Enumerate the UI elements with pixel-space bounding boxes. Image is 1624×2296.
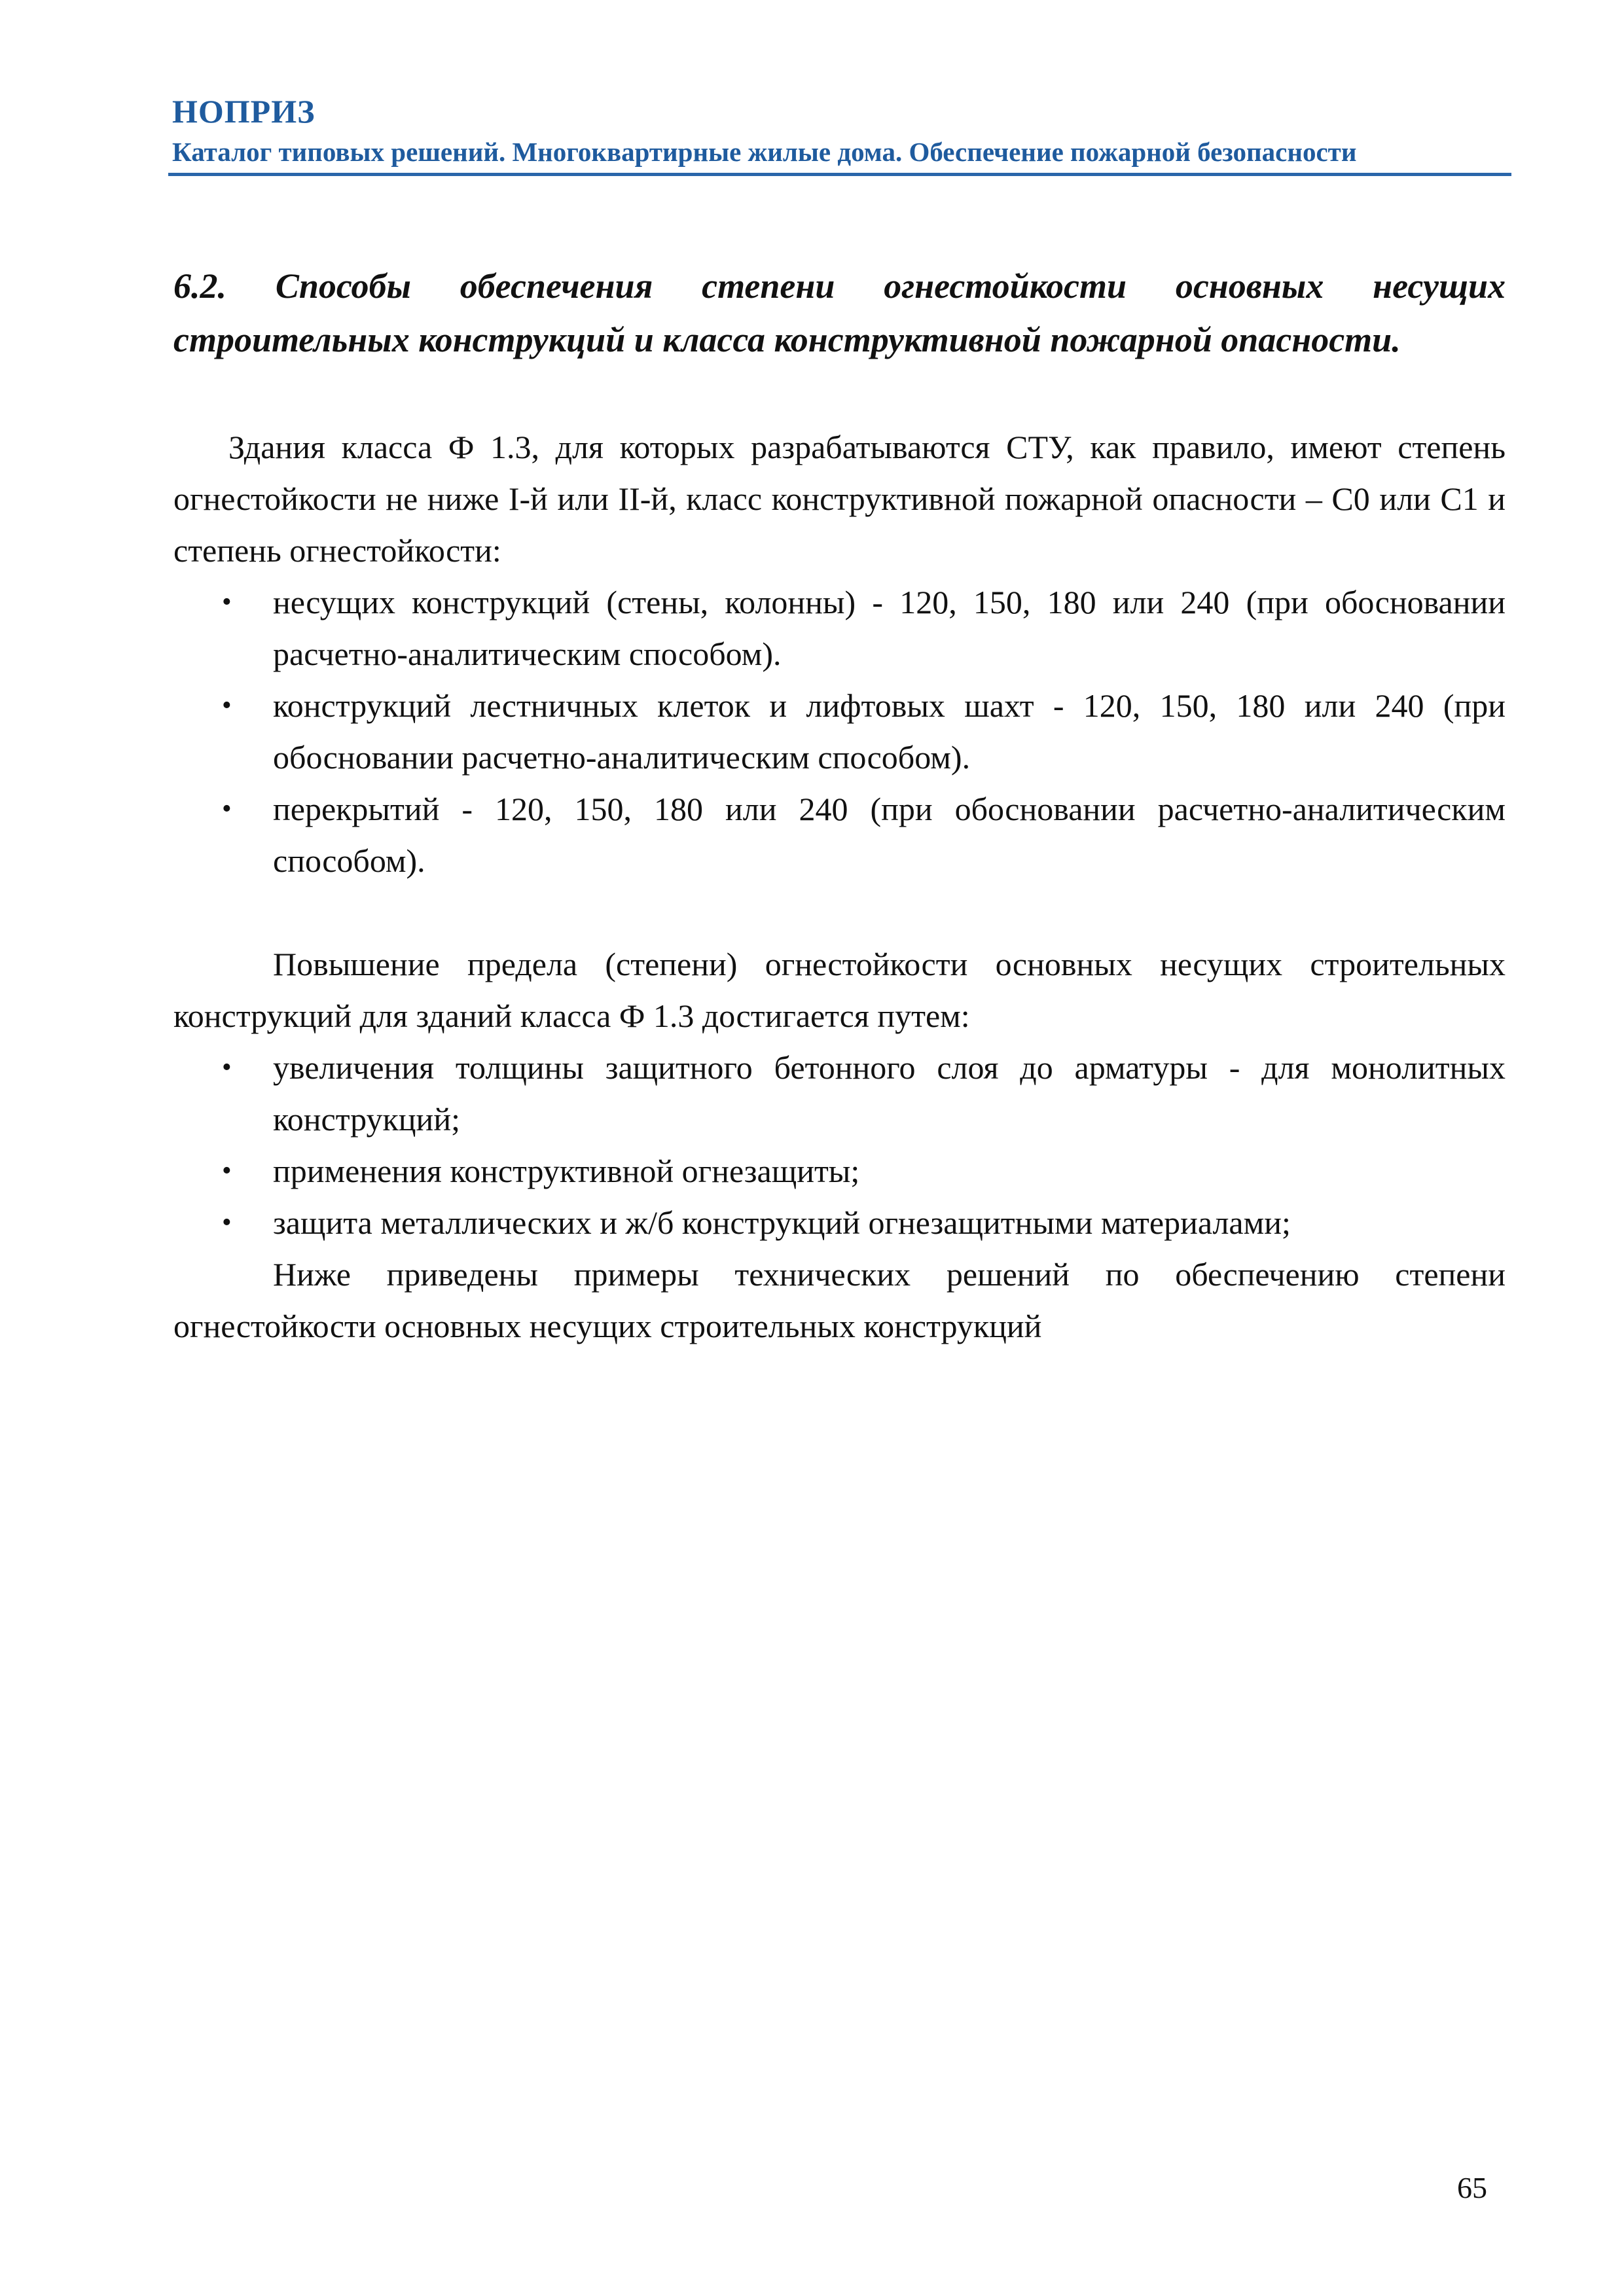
list-item — [173, 1042, 1506, 1145]
list-item-text: применения конструктивной огнезащиты; — [273, 1153, 860, 1189]
paragraph-gap — [173, 887, 1506, 939]
list-item — [173, 680, 1506, 783]
list-item-text: конструкций лестничных клеток и лифтовых шахт - 120, 150, 180 или 240 (при обосновании расчетно-аналитическим способом). — [273, 687, 1506, 776]
bullet-icon: • — [222, 1052, 232, 1083]
catalog-title: Каталог типовых решений. Многоквартирные жилые дома. Обеспечение пожарной безопасности — [172, 137, 1357, 167]
list-item-text: защита металлических и ж/б конструкций огнезащитными материалами; — [273, 1204, 1291, 1241]
section-heading: 6.2. Способы обеспечения степени огнестойкости основных несущих строительных конструкций и класса конструктивной пожарной опасности. — [173, 266, 1506, 359]
list-item — [173, 1197, 1506, 1249]
methods-list — [173, 1042, 1506, 1249]
list-item-text: несущих конструкций (стены, колонны) - 120, 150, 180 или 240 (при обосновании расчетно-аналитическим способом). — [273, 584, 1506, 672]
list-item — [173, 577, 1506, 680]
list-item — [173, 783, 1506, 887]
bullet-icon: • — [222, 587, 232, 617]
examples-paragraph: Ниже приведены примеры технических решений по обеспечению степени огнестойкости основных несущих строительных конструкций — [173, 1256, 1506, 1344]
methods-paragraph: Повышение предела (степени) огнестойкости основных несущих строительных конструкций для зданий класса Ф 1.3 достигается путем: — [173, 946, 1506, 1034]
running-header — [172, 92, 1507, 170]
bullet-icon: • — [222, 1208, 232, 1238]
bullet-icon: • — [222, 794, 232, 824]
bullet-icon: • — [222, 1156, 232, 1186]
org-name: НОПРИЗ — [172, 93, 316, 130]
list-item — [173, 1145, 1506, 1197]
header-divider — [168, 173, 1511, 176]
list-item-text: увеличения толщины защитного бетонного слоя до арматуры - для монолитных конструкций; — [273, 1049, 1506, 1138]
fire-resistance-list — [173, 577, 1506, 887]
bullet-icon: • — [222, 691, 232, 721]
list-item-text: перекрытий - 120, 150, 180 или 240 (при обосновании расчетно-аналитическим способом). — [273, 791, 1506, 879]
page-body — [173, 259, 1506, 1352]
intro-paragraph: Здания класса Ф 1.3, для которых разрабатываются СТУ, как правило, имеют степень огнестойкости не ниже I-й или II-й, класс конструктивной пожарной опасности – С0 или С1 и степень огнестойкости: — [173, 429, 1506, 569]
page-number: 65 — [1457, 2171, 1487, 2204]
